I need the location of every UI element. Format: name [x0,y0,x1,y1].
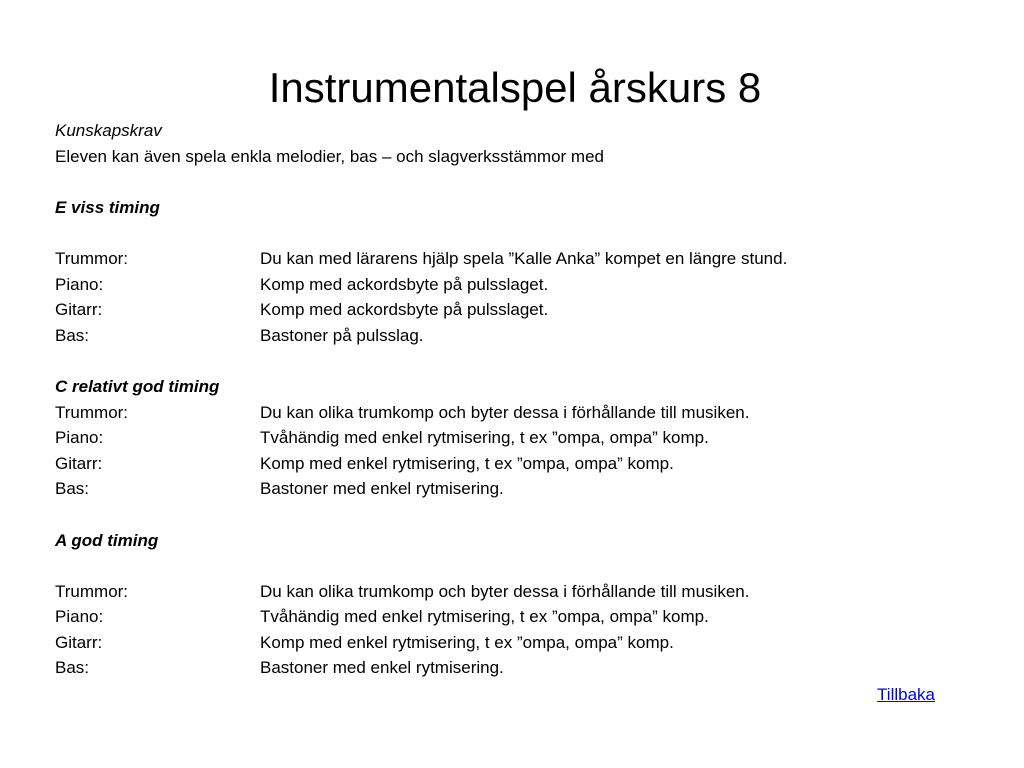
criteria-description: Komp med ackordsbyte på pulsslaget. [260,274,549,294]
instrument-label: Gitarr: [55,453,103,473]
instrument-label: Gitarr: [55,632,103,652]
section-heading-a: A god timing [55,530,159,550]
instrument-label: Piano: [55,607,104,627]
instrument-label: Bas: [55,658,90,678]
instrument-label: Gitarr: [55,300,103,320]
spacer [55,169,955,195]
criteria-row [55,655,955,681]
spacer [55,502,955,528]
criteria-row [55,272,955,298]
criteria-row [55,246,955,272]
criteria-row [55,400,955,426]
criteria-row [55,604,955,630]
spacer [55,220,955,246]
instrument-label: Piano: [55,274,104,294]
section-heading-e: E viss timing [55,197,160,217]
instrument-label: Trummor: [55,402,129,422]
section-heading-c: C relativt god timing [55,376,220,396]
criteria-row [55,297,955,323]
instrument-label: Piano: [55,428,104,448]
instrument-label: Trummor: [55,581,129,601]
criteria-description: Komp med enkel rytmisering, t ex ”ompa, ompa” komp. [260,632,674,652]
criteria-description: Du kan med lärarens hjälp spela ”Kalle Anka” kompet en längre stund. [260,248,788,268]
criteria-row [55,476,955,502]
slide-body [55,118,955,681]
criteria-row [55,630,955,656]
criteria-description: Tvåhändig med enkel rytmisering, t ex ”ompa, ompa” komp. [260,428,709,448]
criteria-description: Bastoner på pulsslag. [260,325,424,345]
criteria-row [55,451,955,477]
criteria-row [55,579,955,605]
criteria-description: Bastoner med enkel rytmisering. [260,658,504,678]
criteria-row [55,425,955,451]
criteria-description: Komp med enkel rytmisering, t ex ”ompa, ompa” komp. [260,453,674,473]
instrument-label: Trummor: [55,248,129,268]
criteria-description: Komp med ackordsbyte på pulsslaget. [260,300,549,320]
criteria-description: Du kan olika trumkomp och byter dessa i förhållande till musiken. [260,581,750,601]
instrument-label: Bas: [55,325,90,345]
spacer [55,348,955,374]
criteria-description: Tvåhändig med enkel rytmisering, t ex ”ompa, ompa” komp. [260,607,709,627]
intro-label: Kunskapskrav [55,121,162,140]
page-title: Instrumentalspel årskurs 8 [268,64,762,111]
spacer [55,553,955,579]
instrument-label: Bas: [55,479,90,499]
criteria-row [55,323,955,349]
back-link[interactable]: Tillbaka [877,685,935,704]
criteria-description: Bastoner med enkel rytmisering. [260,479,504,499]
intro-text: Eleven kan även spela enkla melodier, bas – och slagverksstämmor med [55,146,605,166]
criteria-description: Du kan olika trumkomp och byter dessa i förhållande till musiken. [260,402,750,422]
